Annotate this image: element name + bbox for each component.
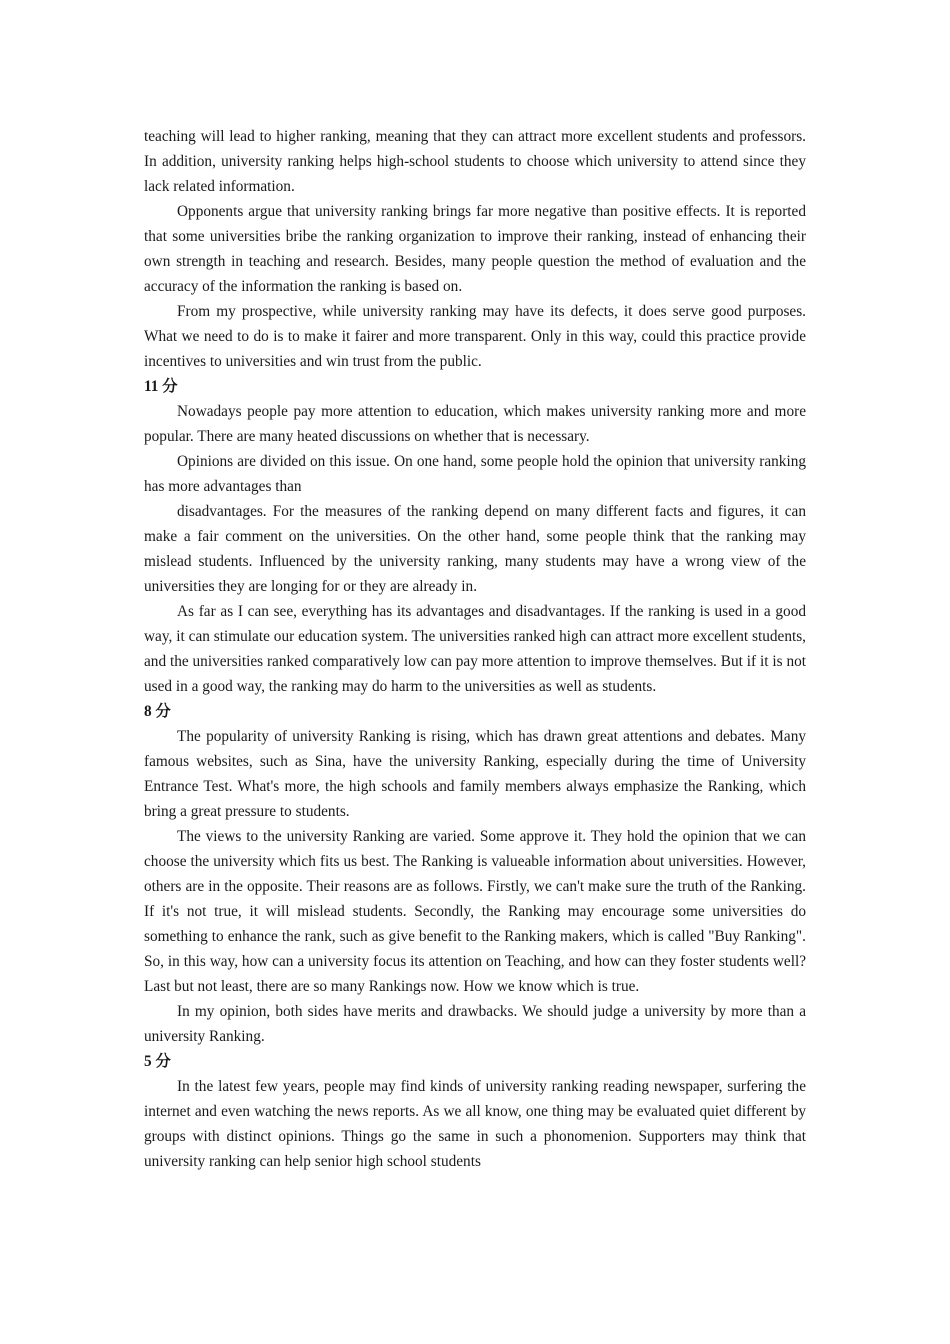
score-heading: 5 分	[144, 1053, 171, 1070]
paragraph: disadvantages. For the measures of the ranking depend on many different facts and figures, it can make a fair comment on the universities. On the other hand, some people think that the ranking may mislead students. Influenced by the university ranking, many students may have a wrong view of the universities they are longing for or they are already in.	[144, 503, 806, 595]
paragraph: In my opinion, both sides have merits and drawbacks. We should judge a university by more than a university Ranking.	[144, 1003, 806, 1045]
paragraph: teaching will lead to higher ranking, meaning that they can attract more excellent students and professors. In addition, university ranking helps high-school students to choose which university to attend since they lack related information.	[144, 128, 806, 195]
paragraph: The popularity of university Ranking is rising, which has drawn great attentions and debates. Many famous websites, such as Sina, have the university Ranking, especially during the time of University Entrance Test. What's more, the high schools and family members always emphasize the Ranking, which bring a great pressure to students.	[144, 728, 806, 820]
paragraph: Opponents argue that university ranking brings far more negative than positive effects. It is reported that some universities bribe the ranking organization to improve their ranking, instead of enhancing their own strength in teaching and research. Besides, many people question the method of evaluation and the accuracy of the information the ranking is based on.	[144, 203, 806, 295]
paragraph: From my prospective, while university ranking may have its defects, it does serve good purposes. What we need to do is to make it fairer and more transparent. Only in this way, could this practice provide incentives to universities and win trust from the public.	[144, 303, 806, 370]
document-page	[144, 124, 806, 1174]
paragraph: The views to the university Ranking are varied. Some approve it. They hold the opinion that we can choose the university which fits us best. The Ranking is valueable information about universities. However, others are in the opposite. Their reasons are as follows. Firstly, we can't make sure the truth of the Ranking. If it's not true, it will mislead students. Secondly, the Ranking may encourage some universities do something to enhance the rank, such as give benefit to the Ranking makers, which is called "Buy Ranking". So, in this way, how can a university focus its attention on Teaching, and how can they foster students well? Last but not least, there are so many Rankings now. How we know which is true.	[144, 828, 806, 995]
paragraph: As far as I can see, everything has its advantages and disadvantages. If the ranking is used in a good way, it can stimulate our education system. The universities ranked high can attract more excellent students, and the universities ranked comparatively low can pay more attention to improve themselves. But if it is not used in a good way, the ranking may do harm to the universities as well as students.	[144, 603, 806, 695]
paragraph: Nowadays people pay more attention to education, which makes university ranking more and more popular. There are many heated discussions on whether that is necessary.	[144, 403, 806, 445]
score-heading: 11 分	[144, 378, 178, 395]
score-heading: 8 分	[144, 703, 171, 720]
paragraph: In the latest few years, people may find kinds of university ranking reading newspaper, surfering the internet and even watching the news reports. As we all know, one thing may be evaluated quiet different by groups with distinct opinions. Things go the same in such a phonomenion. Supporters may think that university ranking can help senior high school students	[144, 1078, 806, 1170]
paragraph: Opinions are divided on this issue. On one hand, some people hold the opinion that university ranking has more advantages than	[144, 453, 806, 495]
